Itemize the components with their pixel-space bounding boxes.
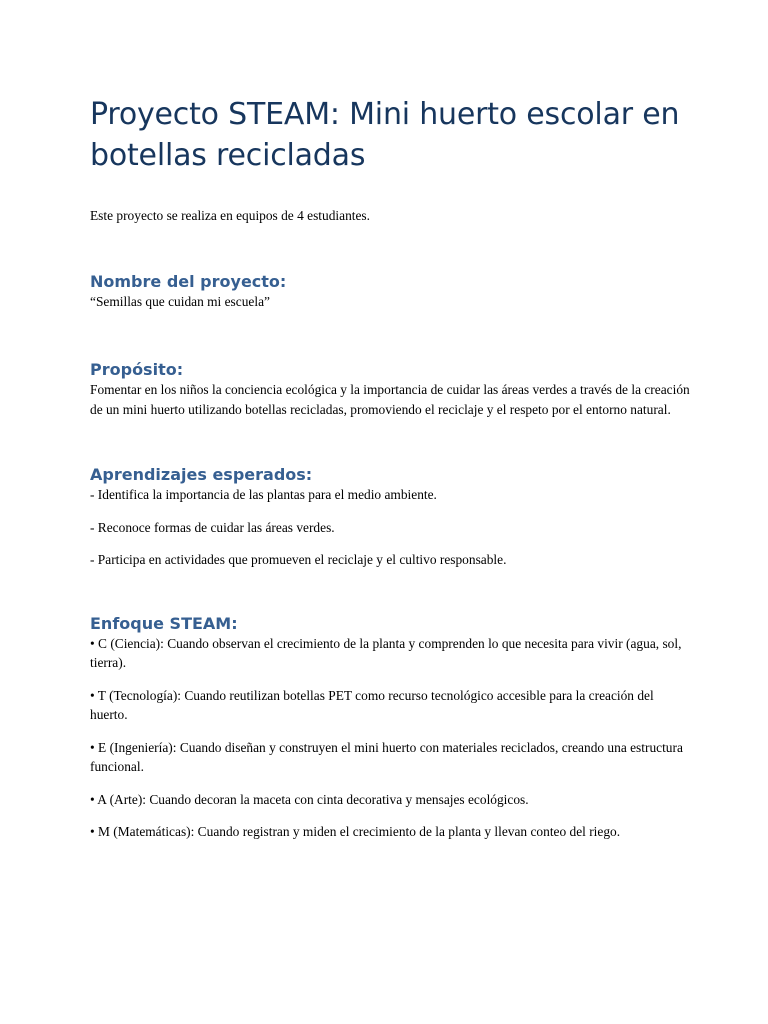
steam-item-tecnologia: • T (Tecnología): Cuando reutilizan botellas PET como recurso tecnológico accesible para la creación del huerto. bbox=[90, 687, 654, 722]
steam-item-arte: • A (Arte): Cuando decoran la maceta con cinta decorativa y mensajes ecológicos. bbox=[90, 791, 529, 807]
learning-outcome-item: - Reconoce formas de cuidar las áreas verdes. bbox=[90, 519, 335, 535]
project-name-text: “Semillas que cuidan mi escuela” bbox=[90, 293, 270, 309]
section-heading-nombre: Nombre del proyecto: bbox=[90, 271, 287, 291]
purpose-text: Fomentar en los niños la conciencia ecológica y la importancia de cuidar las áreas verdes a través de la creación de un mini huerto utilizando botellas recicladas, promoviendo el reciclaje y el respeto por el entorno natural. bbox=[90, 382, 690, 417]
section-heading-enfoque: Enfoque STEAM: bbox=[90, 613, 238, 633]
steam-item-matematicas: • M (Matemáticas): Cuando registran y miden el crecimiento de la planta y llevan conteo del riego. bbox=[90, 824, 621, 839]
steam-item-ingenieria: • E (Ingeniería): Cuando diseñan y construyen el mini huerto con materiales reciclados, creando una estructura funcional. bbox=[90, 739, 683, 774]
learning-outcome-item: - Identifica la importancia de las plantas para el medio ambiente. bbox=[90, 487, 437, 502]
learning-outcomes-list bbox=[90, 485, 690, 570]
intro-text: Este proyecto se realiza en equipos de 4 estudiantes. bbox=[90, 208, 370, 223]
steam-item-ciencia: • C (Ciencia): Cuando observan el crecimiento de la planta y comprenden lo que necesita para vivir (agua, sol, tierra). bbox=[90, 635, 682, 670]
document-title: Proyecto STEAM: Mini huerto escolar en botellas recicladas bbox=[90, 97, 680, 173]
steam-focus-list bbox=[90, 634, 690, 842]
learning-outcome-item: - Participa en actividades que promueven el reciclaje y el cultivo responsable. bbox=[90, 552, 507, 567]
section-heading-aprendizajes: Aprendizajes esperados: bbox=[90, 465, 313, 484]
document-content bbox=[90, 94, 690, 842]
section-heading-proposito: Propósito: bbox=[90, 360, 184, 379]
